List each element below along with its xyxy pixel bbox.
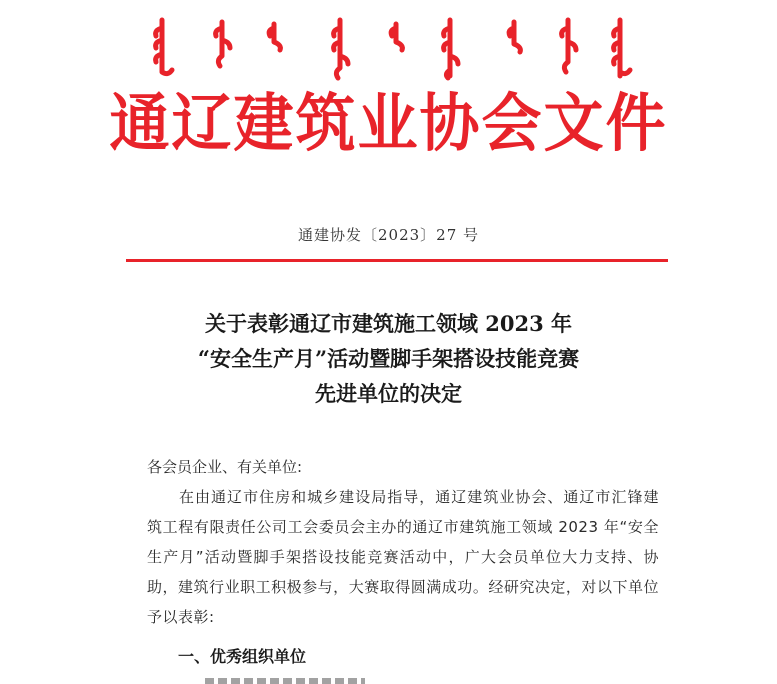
mongolian-script-title	[150, 14, 640, 84]
red-divider	[126, 259, 668, 262]
document-number: 通建协发〔2023〕27 号	[297, 226, 480, 244]
organization-title: 通辽建筑业协会文件	[109, 87, 668, 161]
salutation: 各会员企业、有关单位:	[147, 458, 303, 476]
section-heading: 一、优秀组织单位	[178, 647, 307, 666]
cut-off-text-line	[205, 678, 365, 684]
title-line-2: “安全生产月”活动暨脚手架搭设技能竞赛	[197, 346, 580, 371]
title-line-1: 关于表彰通辽市建筑施工领域 2023 年	[204, 311, 573, 336]
title-line-3: 先进单位的决定	[315, 381, 462, 406]
body-text	[147, 452, 659, 632]
document-title	[0, 306, 777, 411]
body-paragraph: 在由通辽市住房和城乡建设局指导，通辽建筑业协会、通辽市汇锋建筑工程有限责任公司工会委员会主办的通辽市建筑施工领域 2023 年“安全生产月”活动暨脚手架搭设技能竞赛活动中，广大会员单位大力支持、协助，建筑行业职工积极参与，大赛取得圆满成功。经研究决定，对以下单位予以表彰:	[147, 488, 659, 626]
mongolian-script-graphic	[150, 14, 640, 84]
